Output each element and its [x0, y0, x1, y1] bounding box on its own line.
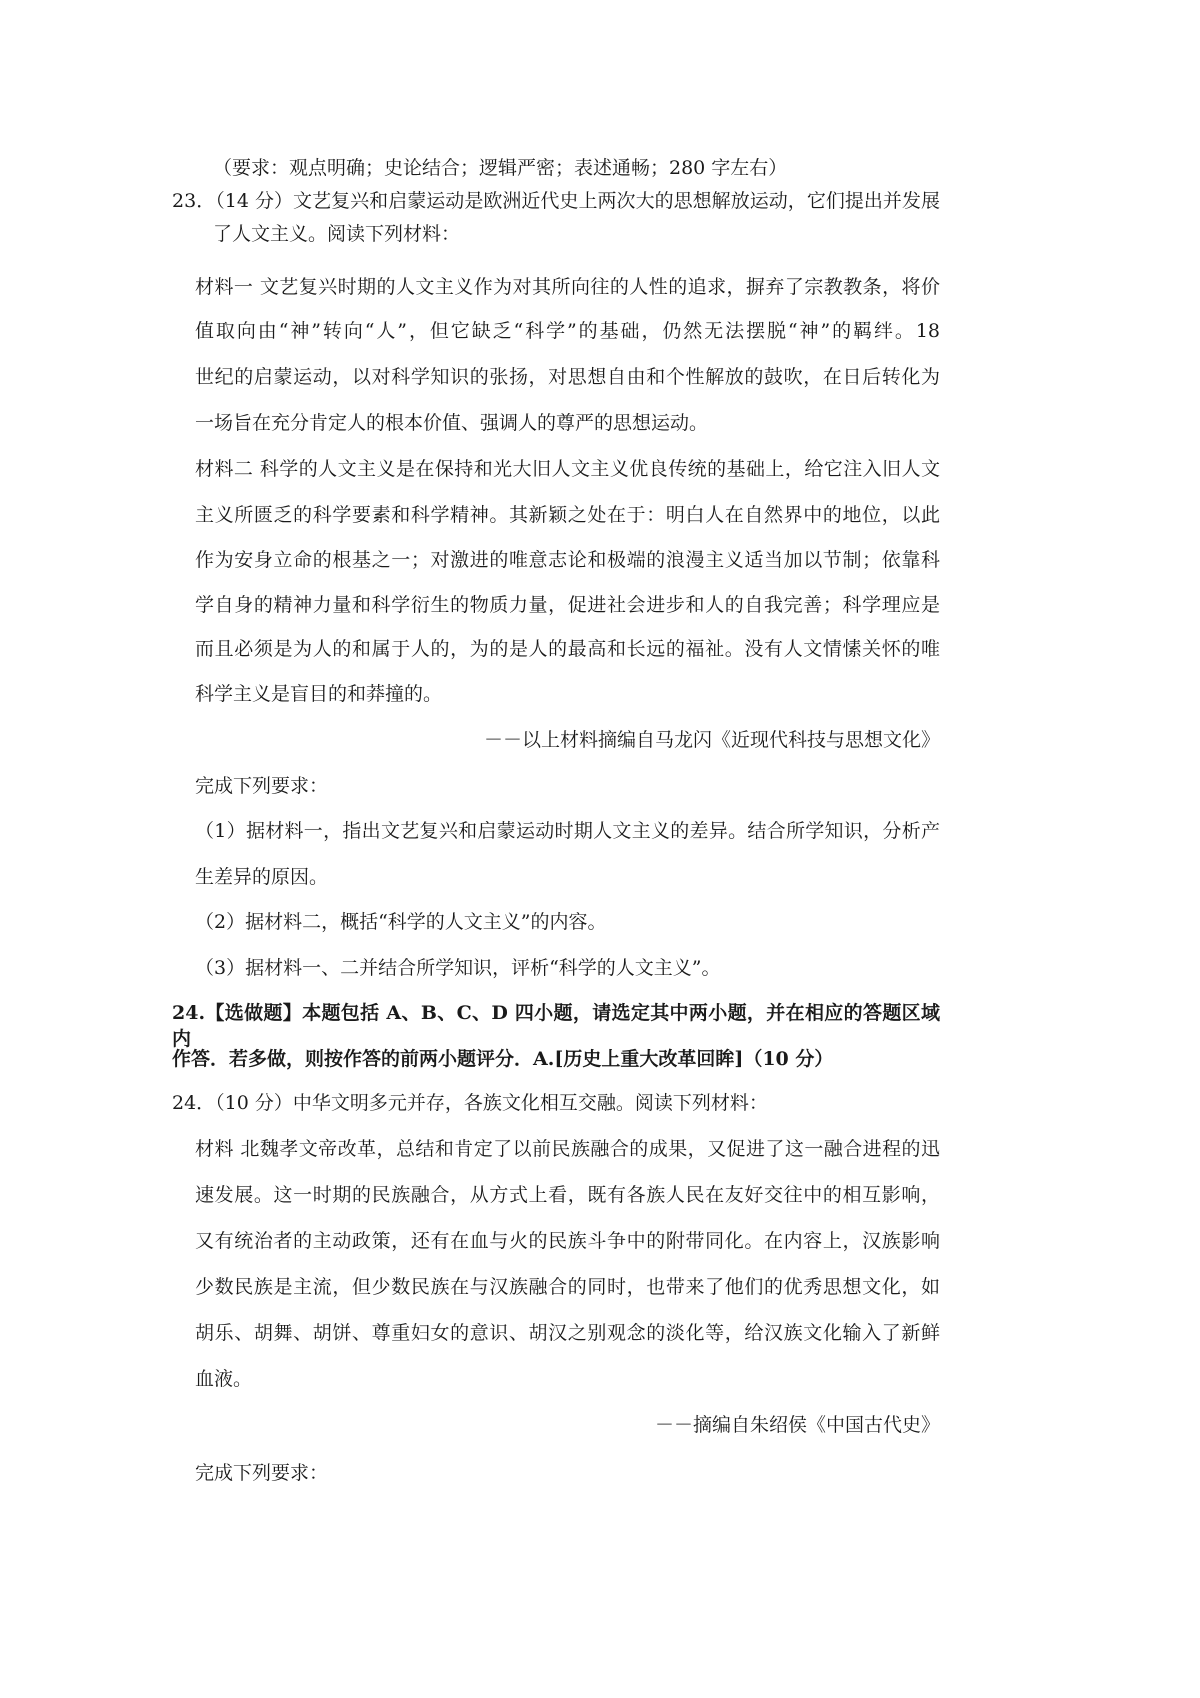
q24-stem: 24．（10 分）中华文明多元并存，各族文化相互交融。阅读下列材料：	[172, 1092, 768, 1114]
q23-stem-line-2: 了人文主义。阅读下列材料：	[213, 223, 461, 245]
q23-material1-line-1: 材料一 文艺复兴时期的人文主义作为对其所向往的人性的追求，摒弃了宗教教条，将价	[195, 276, 940, 298]
q24-material-line-4: 少数民族是主流，但少数民族在与汉族融合的同时，也带来了他们的优秀思想文化，如	[195, 1276, 940, 1298]
q23-material1-line-2: 值取向由“神”转向“人”，但它缺乏“科学”的基础，仍然无法摆脱“神”的羁绊。18	[195, 320, 940, 342]
q24-elective-header-line-1: 24.【选做题】本题包括 A、B、C、D 四小题，请选定其中两小题，并在相应的答题区域内	[172, 1002, 940, 1050]
q23-material2-line-6: 科学主义是盲目的和莽撞的。	[195, 683, 443, 705]
q23-task1-line-2: 生差异的原因。	[195, 866, 329, 888]
q23-task2: （2）据材料二，概括“科学的人文主义”的内容。	[195, 911, 607, 933]
q24-material-line-5: 胡乐、胡舞、胡饼、尊重妇女的意识、胡汉之别观念的淡化等，给汉族文化输入了新鲜	[195, 1322, 940, 1344]
q23-stem-line-1: 23．（14 分）文艺复兴和启蒙运动是欧洲近代史上两次大的思想解放运动，它们提出并发展	[172, 190, 940, 212]
q24-material-line-1: 材料 北魏孝文帝改革，总结和肯定了以前民族融合的成果，又促进了这一融合进程的迅	[195, 1138, 940, 1160]
q23-material2-line-2: 主义所匮乏的科学要素和科学精神。其新颖之处在于：明白人在自然界中的地位，以此	[195, 504, 940, 526]
q23-material2-line-5: 而且必须是为人的和属于人的，为的是人的最高和长远的福祉。没有人文情愫关怀的唯	[195, 638, 940, 660]
q23-material-source: －－以上材料摘编自马龙闪《近现代科技与思想文化》	[483, 729, 940, 751]
q24-elective-header-line-2: 作答．若多做，则按作答的前两小题评分．A.[历史上重大改革回眸]（10 分）	[172, 1048, 834, 1070]
q23-material1-line-3: 世纪的启蒙运动，以对科学知识的张扬，对思想自由和个性解放的鼓吹，在日后转化为	[195, 366, 940, 388]
q24-material-line-6: 血液。	[195, 1368, 253, 1390]
q24-material-line-2: 速发展。这一时期的民族融合，从方式上看，既有各族人民在友好交往中的相互影响，	[195, 1184, 940, 1206]
q23-material2-line-3: 作为安身立命的根基之一；对激进的唯意志论和极端的浪漫主义适当加以节制；依靠科	[195, 549, 940, 571]
q23-task3: （3）据材料一、二并结合所学知识，评析“科学的人文主义”。	[195, 957, 721, 979]
q24-material-source: －－摘编自朱绍侯《中国古代史》	[654, 1414, 940, 1436]
q23-task1-line-1: （1）据材料一，指出文艺复兴和启蒙运动时期人文主义的差异。结合所学知识，分析产	[195, 820, 940, 842]
q23-material2-line-1: 材料二 科学的人文主义是在保持和光大旧人文主义优良传统的基础上，给它注入旧人文	[195, 458, 940, 480]
q24-material-line-3: 又有统治者的主动政策，还有在血与火的民族斗争中的附带同化。在内容上，汉族影响	[195, 1230, 940, 1252]
q24-tasks-heading: 完成下列要求：	[195, 1462, 329, 1484]
q23-material1-line-4: 一场旨在充分肯定人的根本价值、强调人的尊严的思想运动。	[195, 412, 709, 434]
essay-requirement-note: （要求：观点明确；史论结合；逻辑严密；表述通畅；280 字左右）	[213, 157, 788, 179]
q23-material2-line-4: 学自身的精神力量和科学衍生的物质力量，促进社会进步和人的自我完善；科学理应是	[195, 594, 940, 616]
q23-tasks-heading: 完成下列要求：	[195, 775, 329, 797]
